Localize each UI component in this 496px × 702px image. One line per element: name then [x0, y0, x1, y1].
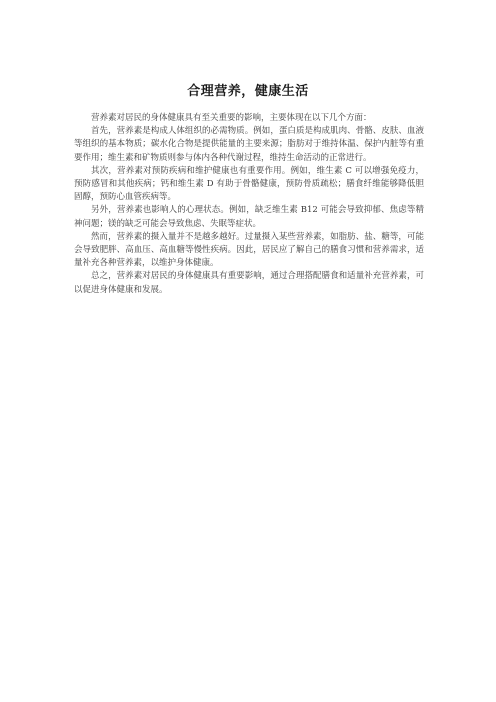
- paragraph-caveat: 然而，营养素的摄入量并不是越多越好。过量摄入某些营养素，如脂肪、盐、糖等，可能会导致肥胖、高血压、高血糖等慢性疾病。因此，居民应了解自己的膳食习惯和营养需求，适量补充各种营养素，以维护身体健康。: [74, 231, 424, 269]
- document-body: [74, 112, 424, 297]
- paragraph-intro: 营养素对居民的身体健康具有至关重要的影响，主要体现在以下几个方面：: [91, 113, 372, 123]
- paragraph-first-point: 首先，营养素是构成人体组织的必需物质。例如，蛋白质是构成肌肉、骨骼、皮肤、血液等组织的基本物质；碳水化合物是提供能量的主要来源；脂肪对于维持体温、保护内脏等有重要作用；维生素和矿物质则参与体内各种代谢过程，维持生命活动的正常进行。: [74, 126, 424, 163]
- paragraph-second-point: 其次，营养素对预防疾病和维护健康也有重要作用。例如，维生素 C 可以增强免疫力，预防感冒和其他疾病；钙和维生素 D 有助于骨骼健康，预防骨质疏松；膳食纤维能够降低胆固醇，预防心血管疾病等。: [74, 165, 424, 203]
- paragraph-third-point: 另外，营养素也影响人的心理状态。例如，缺乏维生素 B12 可能会导致抑郁、焦虑等精神问题；镁的缺乏可能会导致焦虑、失眠等症状。: [74, 205, 424, 229]
- paragraph-conclusion: 总之，营养素对居民的身体健康具有重要影响，通过合理搭配膳食和适量补充营养素，可以促进身体健康和发展。: [74, 271, 424, 295]
- document-title: 合理营养，健康生活: [187, 84, 309, 99]
